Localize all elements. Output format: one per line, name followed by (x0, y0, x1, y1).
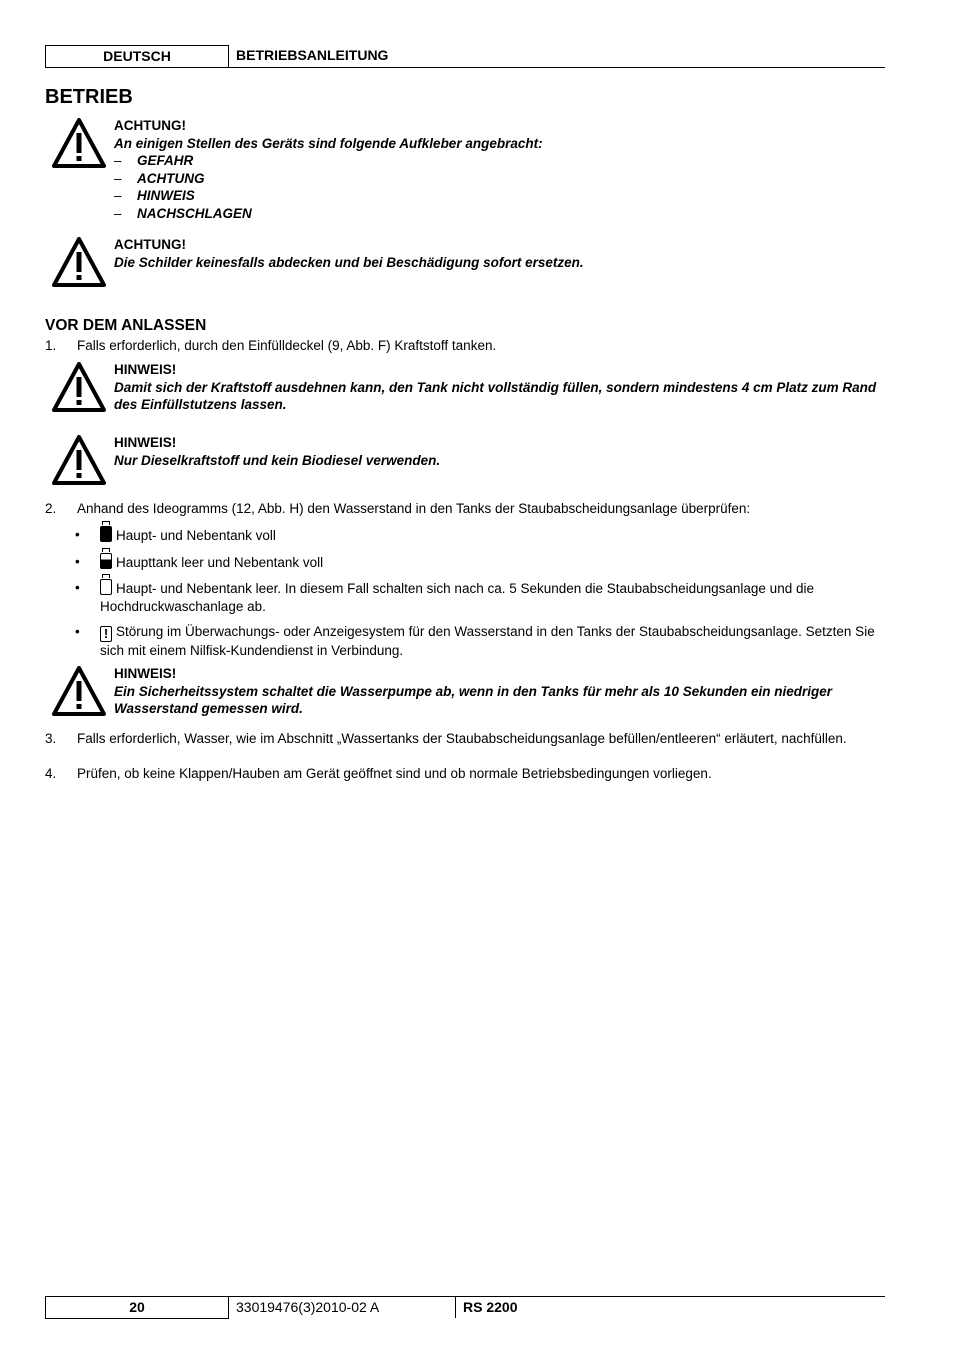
page-footer (45, 1296, 885, 1319)
warning-text: An einigen Stellen des Geräts sind folgende Aufkleber angebracht: (114, 135, 543, 151)
tank-main-empty-icon (100, 553, 112, 569)
header-language: DEUTSCH (45, 45, 229, 67)
header-title: BETRIEBSANLEITUNG (236, 47, 389, 63)
sticker-item: – ACHTUNG (114, 170, 205, 186)
note-text: Damit sich der Kraftstoff ausdehnen kann, den Tank nicht vollständig füllen, sondern mindestens 4 cm Platz zum Rand des Einfüllstutzens lassen. (114, 379, 877, 412)
warning-label: ACHTUNG! (114, 118, 186, 133)
warning-triangle-icon (51, 236, 107, 288)
note-text: Ein Sicherheitssystem schaltet die Wasserpumpe ab, wenn in den Tanks für mehr als 10 Sekunden ein niedriger Wasserstand gemessen wird. (114, 683, 832, 716)
subsection-title: VOR DEM ANLASSEN (45, 317, 207, 334)
tank-error-icon: ! (100, 626, 112, 642)
tank-full-icon (100, 526, 112, 542)
model-name: RS 2200 (463, 1299, 518, 1315)
section-title: BETRIEB (45, 86, 133, 108)
warning-label: ACHTUNG! (114, 237, 186, 252)
note-label: HINWEIS! (114, 435, 177, 450)
note-text: Nur Dieselkraftstoff und kein Biodiesel verwenden. (114, 452, 441, 468)
warning-triangle-icon (51, 434, 107, 486)
sticker-item: – HINWEIS (114, 188, 195, 203)
warning-triangle-icon (51, 117, 107, 169)
warning-triangle-icon (51, 361, 107, 413)
tank-empty-icon (100, 579, 112, 595)
document-id: 33019476(3)2010-02 A (236, 1299, 380, 1315)
note-label: HINWEIS! (114, 666, 177, 681)
footer-divider (455, 1297, 456, 1318)
sticker-item: – GEFAHR (114, 153, 194, 168)
page-number: 20 (45, 1297, 229, 1319)
sticker-item: – NACHSCHLAGEN (114, 205, 252, 221)
warning-text: Die Schilder keinesfalls abdecken und bei Beschädigung sofort ersetzen. (114, 254, 584, 270)
page-header (45, 45, 885, 68)
warning-triangle-icon (51, 665, 107, 717)
note-label: HINWEIS! (114, 362, 177, 377)
